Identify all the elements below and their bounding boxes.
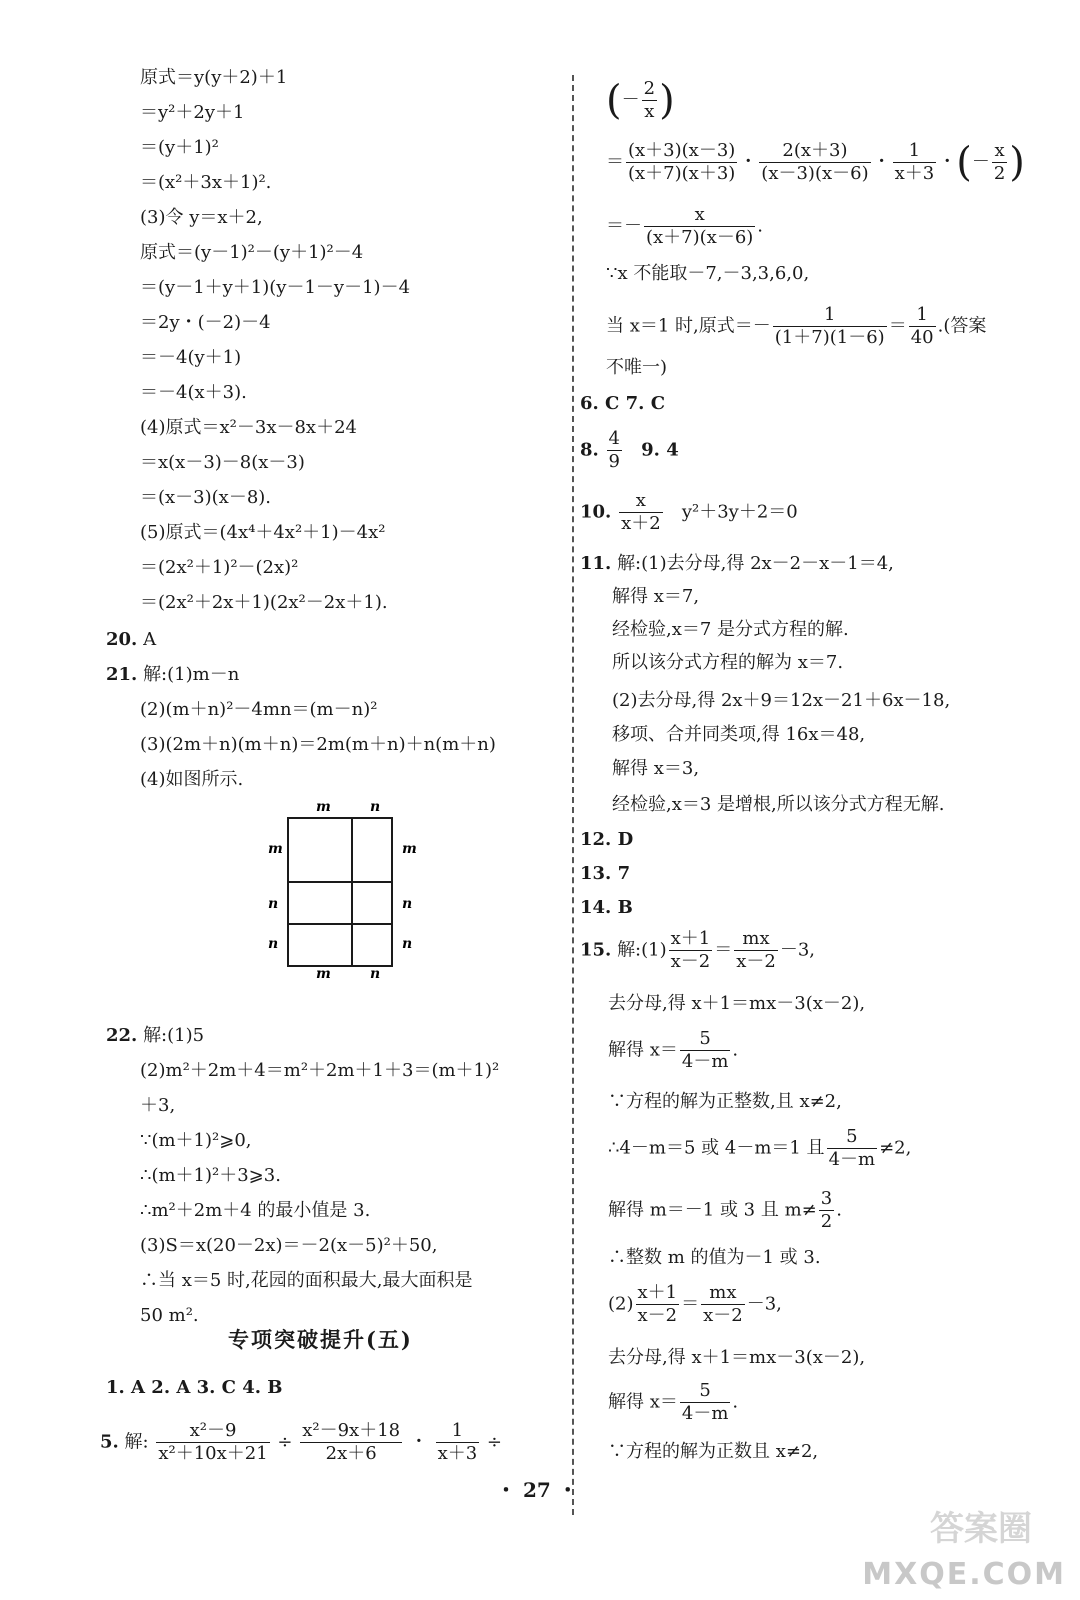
fraction: $\frac{(x+3)(x-3)}{(x+7)(x+3)}$ [628,140,736,184]
text-line: 不唯一) [606,357,668,378]
text-line: ＝(y－1＋y＋1)(y－1－y－1)－4 [140,277,411,298]
question-22 [106,1024,204,1048]
text-line: ＝(2x²＋2x＋1)(2x²－2x＋1). [140,592,388,613]
text-line: (3)S＝x(20－2x)＝－2(x－5)²＋50, [140,1235,438,1256]
text-line: 经检验,x＝7 是分式方程的解. [612,619,849,640]
page-number: ・ 27 ・ [496,1478,578,1502]
label-m-right: m [402,841,417,857]
fraction: $\frac{1}{x+3}$ [437,1420,478,1464]
math-line: ∴4－m＝5 或 4－m＝1 且 $\frac{5}{4-m}$ ≠2, [608,1126,912,1170]
fraction: $\frac{mx}{x-2}$ [703,1282,743,1326]
area-model-figure [258,798,428,982]
outer-rect [288,818,392,966]
text-line: ＝－4(y＋1) [140,347,242,368]
paren: ) [659,77,675,124]
question-21 [106,663,239,687]
text-line: ＝y²＋2y＋1 [140,102,245,123]
operator: ・ [409,1431,428,1453]
watermark-url: MXQE.COM [862,1557,1066,1592]
text-line: ＝2y・(－2)－4 [140,312,271,333]
text-line: ＝－4(x＋3). [140,382,247,403]
fraction: $\frac{mx}{x-2}$ [736,928,776,972]
text-line: ∴(m＋1)²＋3⩾3. [140,1165,281,1186]
answer-14: 14. B [580,897,633,918]
text-line: (4)原式＝x²－3x－8x＋24 [140,417,357,438]
text-line: ∴m²＋2m＋4 的最小值是 3. [140,1200,371,1221]
text-line: 所以该分式方程的解为 x＝7. [612,652,844,673]
question-11: 11. 解:(1)去分母,得 2x－2－x－1＝4, [580,553,894,574]
column-divider [572,75,574,1515]
fraction: $\frac{\text{x²－9}}{\text{x²＋10x＋21}}$ [158,1420,268,1464]
fraction: $\frac{1}{40}$ [910,304,934,348]
text-line: (3)(2m＋n)(m＋n)＝2m(m＋n)＋n(m＋n) [140,734,496,755]
text-line: ∵(m＋1)²⩾0, [140,1130,252,1151]
answers-8-9: 8. $\frac{4}{9}$ 9. 4 [580,428,679,472]
label-n-right: n [402,936,413,952]
math-line: ＝－ $\frac{x}{(x+7)(x-6)}$ . [606,204,764,248]
answer-10: 10. $\frac{x}{x+2}$ y²＋3y＋2＝0 [580,490,798,534]
text-line: (3)令 y＝x＋2, [140,207,263,228]
fraction: $\frac{5}{4-m}$ [681,1028,729,1072]
fraction: $\frac{2}{x}$ [643,78,656,122]
text-line: ＝(x－3)(x－8). [140,487,272,508]
question-15: 15. 解:(1) $\frac{x+1}{x-2}$ ＝ $\frac{mx}{x-2}$ －3, [580,928,816,972]
text-line: ∴当 x＝5 时,花园的面积最大,最大面积是 [140,1270,473,1291]
text-line: 原式＝(y－1)²－(y＋1)²－4 [140,242,364,263]
answer-12: 12. D [580,829,634,850]
watermark-logo: 答案圈 [930,1509,1032,1549]
text-line: ＝x(x－3)－8(x－3) [140,452,305,473]
text-line: (5)原式＝(4x⁴＋4x²＋1)－4x² [140,522,386,543]
math-line: 解得 x＝ $\frac{5}{4-m}$ . [608,1028,739,1072]
answers-6-7: 6. C 7. C [580,393,666,414]
fraction: $\frac{2(x+3)}{(x-3)(x-6)}$ [761,140,869,184]
label-m-bottom: m [316,966,331,982]
text-line: 解得 x＝3, [612,758,700,779]
question-number: 21. [106,664,138,685]
label-n-right: n [402,896,413,912]
fraction: $\frac{1}{x+3}$ [894,140,935,184]
text-line: 去分母,得 x＋1＝mx－3(x－2), [608,993,866,1014]
text-line: (2)去分母,得 2x＋9＝12x－21＋6x－18, [612,690,951,711]
paren: ( [606,77,622,124]
label-m-left: m [268,841,283,857]
math-line: (－ $\frac{2}{x}$ ) [606,77,675,124]
text-line: ∵方程的解为正数且 x≠2, [608,1441,819,1462]
text-line: (4)如图所示. [140,769,244,790]
operator: ÷ [486,1431,503,1453]
label-n-left: n [268,936,279,952]
answer: 解:(1)m－n [143,664,240,685]
text-line: (2)(m＋n)²－4mn＝(m－n)² [140,699,378,720]
math-line: 当 x＝1 时,原式＝－ $\frac{1}{(1+7)(1-6)}$ ＝ $\frac{1}{40}$ .(答案 [606,304,987,348]
text-line: ＝(x²＋3x＋1)². [140,172,272,193]
fraction: $\frac{4}{9}$ [608,428,620,472]
text-line: 移项、合并同类项,得 16x＝48, [612,724,866,745]
text-line: 经检验,x＝3 是增根,所以该分式方程无解. [612,794,945,815]
fraction: $\frac{1}{(1+7)(1-6)}$ [774,304,885,348]
fraction: $\frac{5}{4-m}$ [681,1380,729,1424]
question-20 [106,628,156,652]
text-line: ∵方程的解为正整数,且 x≠2, [608,1091,842,1112]
math-line: (2) $\frac{x+1}{x-2}$ ＝ $\frac{mx}{x-2}$ －3, [608,1282,782,1326]
fraction: $\frac{\text{x²－9x＋18}}{2x+6}$ [302,1420,401,1464]
text-line: 去分母,得 x＋1＝mx－3(x－2), [608,1347,866,1368]
math-line: 解得 x＝ $\frac{5}{4-m}$ . [608,1380,739,1424]
operator: ÷ [277,1431,293,1453]
fraction: $\frac{x}{x+2}$ [621,490,661,534]
answer-13: 13. 7 [580,863,631,884]
answer: A [143,629,157,650]
text-line: 原式＝y(y＋2)＋1 [140,67,288,88]
answers-1-4: 1. A 2. A 3. C 4. B [106,1377,283,1398]
fraction: $\frac{3}{2}$ [820,1188,833,1232]
math-line: 解得 m＝－1 或 3 且 m≠ $\frac{3}{2}$ . [608,1188,842,1232]
fraction: $\frac{x}{2}$ [993,140,1006,184]
fraction: $\frac{x+1}{x-2}$ [670,928,711,972]
fraction: $\frac{x+1}{x-2}$ [637,1282,678,1326]
question-number: 22. [106,1025,138,1046]
text-line: ＋3, [140,1095,176,1116]
text: 解: [124,1431,149,1453]
answer: 解:(1)5 [143,1025,205,1046]
section-heading: 专项突破提升(五) [228,1327,413,1352]
question-number: 20. [106,629,138,650]
question-5 [100,1420,502,1465]
text-line: ＝(2x²＋1)²－(2x)² [140,557,299,578]
text-line: 解得 x＝7, [612,586,700,607]
label-n-bottom: n [370,966,381,982]
fraction: $\frac{x}{(x+7)(x-6)}$ [646,204,754,248]
label-m-top: m [316,799,331,815]
fraction: $\frac{5}{4-m}$ [828,1126,876,1170]
label-n-left: n [268,896,279,912]
text-line: ∵x 不能取－7,－3,3,6,0, [606,263,810,284]
text-line: (2)m²＋2m＋4＝m²＋2m＋1＋3＝(m＋1)² [140,1060,500,1081]
text-line: ＝(y＋1)² [140,137,219,158]
text-line: 50 m². [140,1305,199,1326]
text-line: ∴整数 m 的值为－1 或 3. [608,1247,821,1268]
question-number: 5. [100,1431,119,1453]
label-n-top: n [370,799,381,815]
math-line: ＝ $\frac{(x+3)(x-3)}{(x+7)(x+3)}$ ・ $\frac{2(x+3)}{(x-3)(x-6)}$ ・ $\frac{1}{x+3}$ ・(－ $\frac{x}{2}$ ) [606,139,1025,186]
